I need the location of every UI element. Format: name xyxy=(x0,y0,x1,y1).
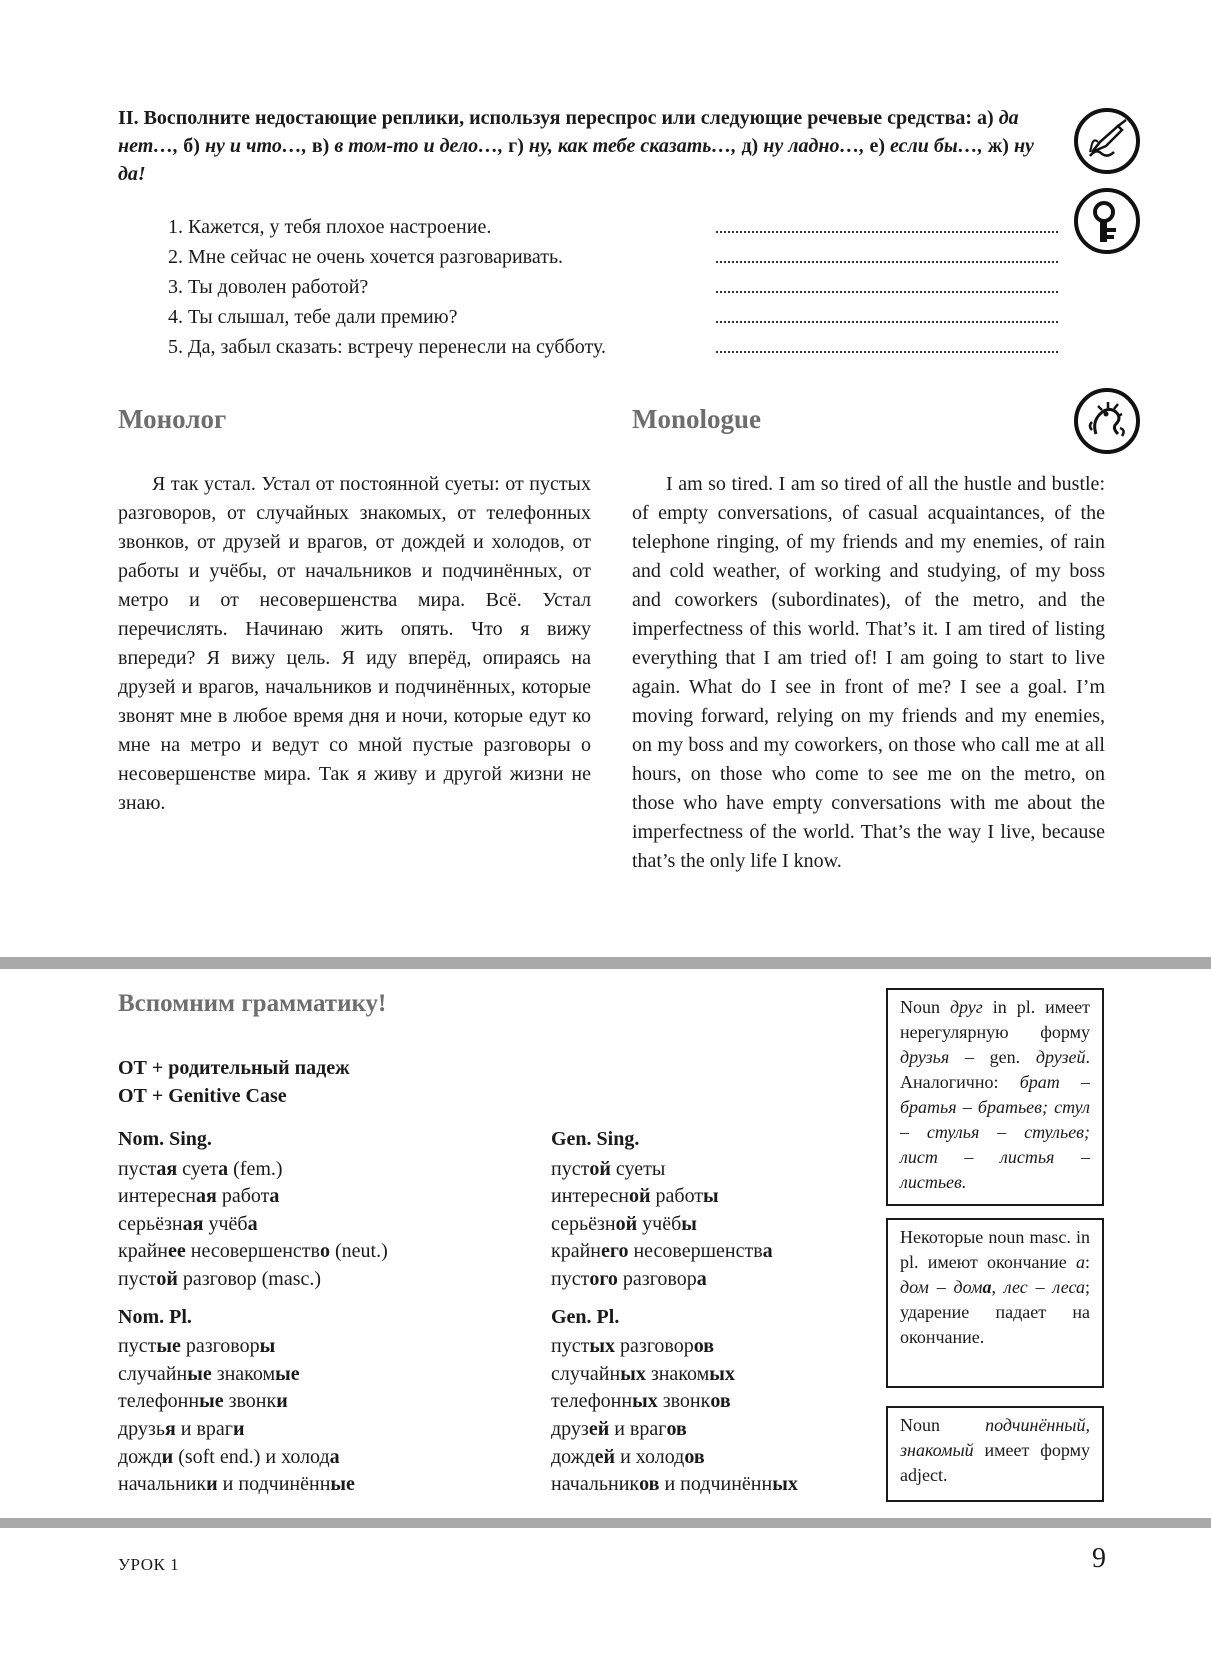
page-number: 9 xyxy=(1092,1543,1106,1574)
answer-blank[interactable] xyxy=(716,303,1058,323)
gen-pl-header: Gen. Pl. xyxy=(551,1305,620,1328)
grammar-subtitle-en: ОТ + Genitive Case xyxy=(118,1085,287,1107)
note-box-adjectival-nouns: Noun подчинённый, знакомый имеет форму adject. xyxy=(886,1406,1104,1502)
grammar-line: пустая суета (fem.) xyxy=(118,1157,283,1180)
exercise-item-text: 3. Ты доволен работой? xyxy=(168,276,369,298)
option-label: б) xyxy=(183,135,205,157)
grammar-line: дождей и холодов xyxy=(551,1445,705,1468)
answer-blank[interactable] xyxy=(716,333,1058,353)
grammar-subtitle-ru: ОТ + родительный падеж xyxy=(118,1057,350,1079)
option-label: ж) xyxy=(987,135,1014,157)
grammar-line: пустой разговор (masc.) xyxy=(118,1267,322,1290)
nominative-column xyxy=(118,1126,538,1499)
grammar-line: крайнего несовершенства xyxy=(551,1240,773,1263)
exercise-items xyxy=(168,212,1058,362)
monologue-ru-text xyxy=(118,470,591,818)
grammar-line: пустого разговора xyxy=(551,1267,707,1290)
option-label: в) xyxy=(311,135,335,157)
grammar-line: начальники и подчинённые xyxy=(118,1473,355,1496)
grammar-line: серьёзная учёба xyxy=(118,1212,258,1235)
grammar-line: пустых разговоров xyxy=(551,1335,715,1358)
monologue-ru-title: Монолог xyxy=(118,404,227,434)
nom-sing-header: Nom. Sing. xyxy=(118,1128,212,1150)
grammar-line: дожди (soft end.) и холода xyxy=(118,1445,340,1468)
exercise-item-text: 2. Мне сейчас не очень хочется разговаривать. xyxy=(168,246,564,268)
grammar-line: интересная работа xyxy=(118,1185,280,1208)
lesson-label: УРОК 1 xyxy=(118,1555,180,1574)
grammar-line: серьёзной учёбы xyxy=(551,1212,697,1235)
nom-pl-list xyxy=(118,1333,538,1499)
exercise-item-text: 4. Ты слышал, тебе дали премию? xyxy=(168,306,458,328)
exercise-intro: II. Восполните недостающие реплики, используя переспрос или следующие речевые средства: xyxy=(118,107,978,129)
grammar-line: пустой суеты xyxy=(551,1157,666,1180)
grammar-title: Вспомним грамматику! xyxy=(118,990,387,1017)
exercise-item xyxy=(168,302,1058,332)
monologue-ru-paragraph: Я так устал. Устал от постоянной суеты: от пустых разговоров, от случайных знакомых, от телефонных звонков, от друзей и врагов, от дождей и холодов, от работы и учёбы, от начальников и подчинённых, от метро и от несовершенства мира. Всё. Устал перечислять. Начинаю жить опять. Что я вижу впереди? Я вижу цель. Я иду вперёд, опираясь на друзей и врагов, начальников и подчинённых, которые звонят мне в любое время дня и ночи, которые едут ко мне на метро и ведут со мной пустые разговоры о несовершенстве мира. Так я живу и другой жизни не знаю. xyxy=(118,473,591,814)
option-text: ну, как тебе сказать…, xyxy=(528,135,742,157)
option-text: да нет…, xyxy=(118,107,1019,157)
genitive-column xyxy=(551,1126,881,1499)
exercise-item xyxy=(168,212,1058,242)
exercise-item-text: 1. Кажется, у тебя плохое настроение. xyxy=(168,216,492,238)
dragon-icon xyxy=(1074,388,1140,454)
option-text: если бы…, xyxy=(890,135,988,157)
exercise-item xyxy=(168,242,1058,272)
answer-blank[interactable] xyxy=(716,243,1058,263)
monologue-en-paragraph: I am so tired. I am so tired of all the hustle and bustle: of empty conversations, of casual acquaintances, of the telephone ringing, of my friends and my enemies, of rain and cold weather, of working and studying, of my boss and coworkers (subordinates), of the metro, and the imperfectness of this world. That’s it. I am tired of listing everything that I am tried of! I am going to start to live again. What do I see in front of me? I see a goal. I’m moving forward, relying on my friends and my enemies, on my boss and my coworkers, on those who call me at all hours, on those who come to see me on the metro, on those who have empty conversations with me about the imperfectness of the world. That’s the way I live, because that’s the only life I know. xyxy=(632,473,1105,872)
section-divider-bottom xyxy=(0,1518,1211,1528)
answer-blank[interactable] xyxy=(716,273,1058,293)
key-icon xyxy=(1074,188,1140,254)
option-label: д) xyxy=(741,135,764,157)
note-box-masc-plural-a: Некоторые noun masc. in pl. имеют окончание а: дом – дома, лес – леса; ударение падает на окончание. xyxy=(886,1218,1104,1388)
exercise-item xyxy=(168,272,1058,302)
option-label: г) xyxy=(508,135,529,157)
grammar-line: друзей и врагов xyxy=(551,1417,687,1440)
nom-sing-list xyxy=(118,1156,538,1294)
grammar-line: интересной работы xyxy=(551,1185,719,1208)
monologue-en-text xyxy=(632,470,1105,876)
grammar-line: пустые разговоры xyxy=(118,1335,276,1358)
grammar-line: начальников и подчинённых xyxy=(551,1473,798,1496)
grammar-subtitle xyxy=(118,1054,350,1110)
option-label: а) xyxy=(977,107,999,129)
answer-blank[interactable] xyxy=(716,213,1058,233)
exercise-instructions xyxy=(118,104,1048,188)
exercise-item-text: 5. Да, забыл сказать: встречу перенесли на субботу. xyxy=(168,336,606,358)
grammar-line: крайнее несовершенство (neut.) xyxy=(118,1240,388,1263)
monologue-en-title: Monologue xyxy=(632,404,762,434)
option-text: ну и что…, xyxy=(204,135,312,157)
grammar-line: случайные знакомые xyxy=(118,1362,300,1385)
grammar-line: телефонных звонков xyxy=(551,1390,731,1413)
option-text: ну ладно…, xyxy=(763,135,870,157)
gen-sing-header: Gen. Sing. xyxy=(551,1128,640,1150)
grammar-line: телефонные звонки xyxy=(118,1390,288,1413)
option-text: ну да! xyxy=(118,135,1034,185)
gen-sing-list xyxy=(551,1156,881,1294)
option-text: в том-то и дело…, xyxy=(334,135,509,157)
section-divider-top xyxy=(0,957,1211,969)
gen-pl-list xyxy=(551,1333,881,1499)
grammar-line: случайных знакомых xyxy=(551,1362,735,1385)
option-label: е) xyxy=(869,135,891,157)
nom-pl-header: Nom. Pl. xyxy=(118,1305,192,1328)
note-box-irregular-plural: Noun друг in pl. имеет нерегулярную форму друзья – gen. друзей. Аналогично: брат – братья – братьев; стул – стулья – стульев; лист – листья – листьев. xyxy=(886,988,1104,1206)
grammar-line: друзья и враги xyxy=(118,1417,245,1440)
writing-hand-icon xyxy=(1074,108,1140,174)
exercise-item xyxy=(168,332,1058,362)
